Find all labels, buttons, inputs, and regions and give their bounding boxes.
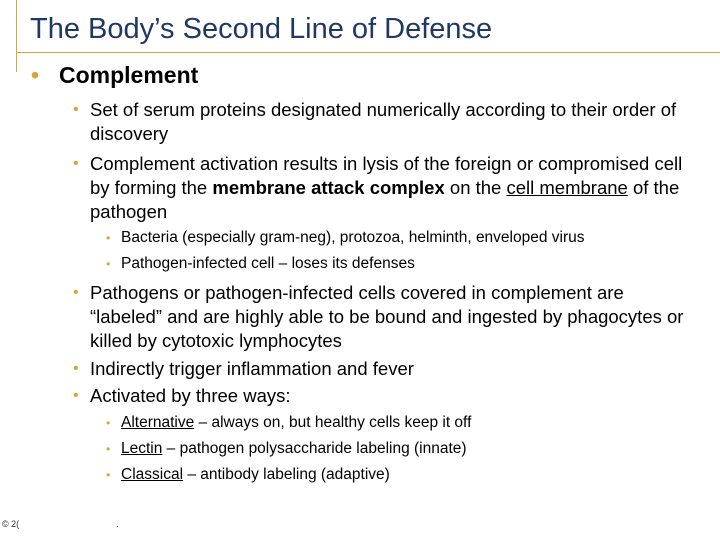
pathway-desc: – pathogen polysaccharide labeling (innate) [162, 440, 467, 457]
pathway-name: Classical [121, 466, 184, 483]
bullet-text-underline: cell membrane [506, 177, 628, 198]
bullet-dot: • [73, 155, 79, 172]
bullet-text: Indirectly trigger inflammation and fever [90, 358, 414, 379]
subbullet-text: Bacteria (especially gram-neg), protozoa, helminth, enveloped virus [121, 229, 585, 246]
bullet-text: Activated by three ways: [90, 385, 291, 406]
heading-bullet [31, 62, 199, 90]
bullet-dot: • [106, 231, 111, 245]
bullet-dot: • [106, 416, 111, 430]
pathway-name: Lectin [121, 440, 163, 457]
bullet-dot: • [106, 468, 111, 482]
heading-text: Complement [59, 62, 199, 88]
bullet-pathogens-labeled [73, 281, 690, 353]
bullet-text-part1: Complement activation results in lysis of the foreign or compromised cell by forming the [90, 153, 683, 198]
subbullet-text: Pathogen-infected cell – loses its defenses [121, 255, 415, 272]
subbullet-alternative [106, 413, 681, 433]
subbullet-infected-cell [106, 254, 681, 274]
bullet-dot: • [73, 387, 79, 404]
bullet-inflammation [73, 357, 690, 381]
pathway-desc: – always on, but healthy cells keep it off [194, 414, 472, 431]
bullet-serum-proteins [73, 98, 690, 146]
accent-vertical-rule [16, 0, 17, 72]
pathway-name: Alternative [121, 414, 195, 431]
bullet-dot: • [73, 284, 79, 301]
bullet-activation-ways [73, 384, 690, 408]
subbullet-lectin [106, 439, 681, 459]
accent-horizontal-rule [16, 52, 720, 53]
bullet-text-part2: on the [444, 177, 507, 198]
bullet-dot: • [73, 101, 79, 118]
slide-title: The Body’s Second Line of Defense [30, 13, 493, 45]
subbullet-bacteria [106, 228, 681, 248]
bullet-text: Set of serum proteins designated numerically according to their order of discovery [90, 99, 677, 144]
bullet-text-part3: of the pathogen [90, 177, 680, 222]
bullet-dot: • [106, 257, 111, 271]
bullet-complement-activation [73, 152, 690, 224]
bullet-text: Pathogens or pathogen-infected cells covered in complement are “labeled” and are highly able to be bound and ingested by phagocytes or killed by cytotoxic lymphocytes [90, 282, 684, 351]
bullet-dot: • [106, 442, 111, 456]
bullet-dot: • [31, 62, 40, 88]
footer-dot: . [116, 519, 119, 529]
bullet-dot: • [73, 360, 79, 377]
subbullet-classical [106, 465, 681, 485]
copyright-footer: © 2( [2, 519, 20, 529]
pathway-desc: – antibody labeling (adaptive) [183, 466, 390, 483]
bullet-text-bold: membrane attack complex [212, 177, 445, 198]
